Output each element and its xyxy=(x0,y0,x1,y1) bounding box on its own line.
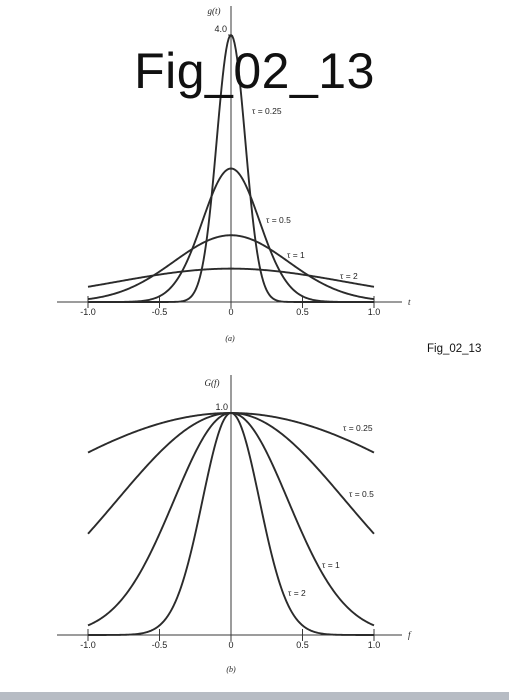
chart-b-x-tick-label: 1.0 xyxy=(367,640,381,650)
chart-a-y-axis-label: g(t) xyxy=(207,6,221,16)
chart-b-y-axis-label: G(f) xyxy=(204,378,220,388)
chart-a-panel-label: (a) xyxy=(225,334,235,343)
chart-a-x-tick-label: -1.0 xyxy=(80,307,96,317)
chart-b-series-label-1: τ = 0.25 xyxy=(343,423,373,433)
chart-b-series-label-2: τ = 0.5 xyxy=(349,489,374,499)
chart-b-y-tick-label: 1.0 xyxy=(215,402,228,412)
chart-a-x-tick-label: 0 xyxy=(228,307,234,317)
side-caption: Fig_02_13 xyxy=(427,343,482,355)
footer-bar xyxy=(0,692,509,700)
chart-b-panel-label: (b) xyxy=(226,665,236,674)
chart-a-x-tick-label: 0.5 xyxy=(296,307,309,317)
chart-b-x-axis-label: f xyxy=(408,630,411,640)
chart-b-frequency-domain xyxy=(0,345,509,690)
figure-title-overlay: Fig_02_13 xyxy=(134,43,375,99)
chart-a-series-label-4: τ = 2 xyxy=(340,271,358,281)
chart-a-time-domain xyxy=(0,0,509,345)
chart-b-x-tick-label: 0 xyxy=(228,640,234,650)
chart-a-series-label-3: τ = 1 xyxy=(287,250,305,260)
chart-b-x-tick-label: 0.5 xyxy=(296,640,309,650)
chart-a-series-label-1: τ = 0.25 xyxy=(252,106,282,116)
chart-a-x-tick-label: 1.0 xyxy=(367,307,381,317)
chart-a-series-label-2: τ = 0.5 xyxy=(266,215,291,225)
chart-b-series-label-3: τ = 1 xyxy=(322,560,340,570)
chart-a-y-tick-label: 4.0 xyxy=(214,24,227,34)
chart-b-x-tick-label: -0.5 xyxy=(151,640,168,650)
chart-b-series-label-4: τ = 2 xyxy=(288,588,306,598)
chart-b-x-tick-label: -1.0 xyxy=(80,640,96,650)
chart-a-x-tick-label: -0.5 xyxy=(151,307,168,317)
chart-a-x-axis-label: t xyxy=(408,297,411,307)
